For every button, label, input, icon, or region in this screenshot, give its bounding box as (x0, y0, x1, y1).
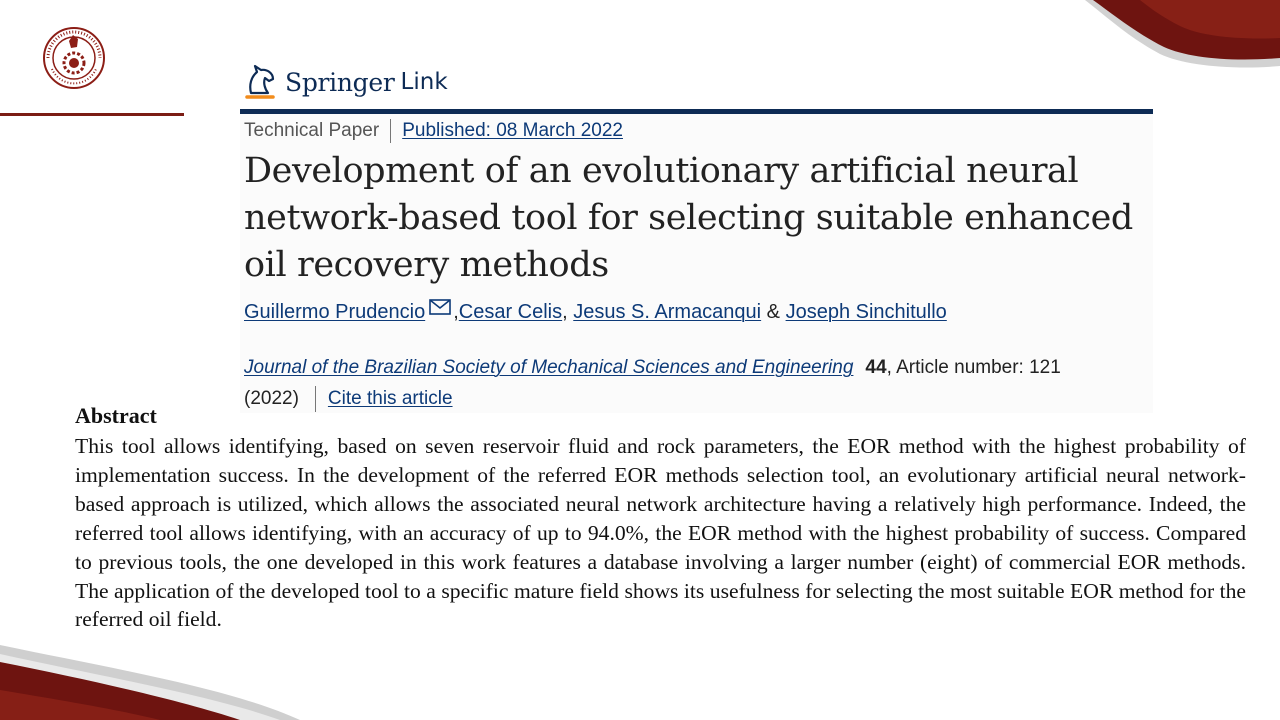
article-meta (244, 118, 623, 144)
springer-link-logo[interactable] (243, 62, 448, 102)
citation-year-line (244, 385, 453, 413)
article-title: Development of an evolutionary artificial neural network-based tool for selecting suitable enhanced oil recovery methods (244, 151, 1133, 285)
publication-year: (2022) (244, 388, 299, 409)
article-number: , Article number: 121 (886, 357, 1061, 378)
author-link[interactable]: Cesar Celis (458, 300, 563, 323)
university-seal-icon (42, 17, 106, 99)
author-link[interactable]: Guillermo Prudencio (244, 300, 426, 323)
cite-this-article-link[interactable]: Cite this article (327, 388, 453, 409)
author-list (244, 298, 947, 326)
meta-divider (390, 119, 391, 143)
article-type: Technical Paper (244, 120, 380, 141)
journal-citation (244, 354, 1061, 382)
abstract-heading: Abstract (75, 403, 157, 428)
abstract-text: This tool allows identifying, based on seven reservoir fluid and rock parameters, the EOR method with the highest probability of implementation success. In the development of the referred EOR methods selection tool, an evolutionary artificial neural network-based approach is utilized, which allows the associated neural network architecture having a relatively high performance. Indeed, the referred tool allows identifying, with an accuracy of up to 94.0%, the EOR method with the highest probability of success. Compared to previous tools, the one developed in this work features a database involving a larger number (eight) of commercial EOR methods. The application of the developed tool to a specific mature field shows its usefulness for selecting the most suitable EOR method for the referred oil field. (75, 434, 1246, 632)
author-link[interactable]: Joseph Sinchitullo (785, 300, 947, 323)
author-separator: , (562, 300, 574, 323)
mail-icon[interactable] (429, 299, 451, 315)
year-divider (315, 386, 316, 412)
brand-suffix: Link (400, 69, 448, 95)
journal-volume: 44 (865, 357, 887, 378)
journal-link[interactable]: Journal of the Brazilian Society of Mechanical Sciences and Engineering (244, 357, 854, 378)
author-link[interactable]: Jesus S. Armacanqui (573, 300, 762, 323)
brand-name: Springer (285, 67, 395, 97)
author-separator: & (761, 300, 786, 323)
springer-horse-icon (243, 63, 277, 101)
header-rule (0, 113, 184, 116)
author-separator: , (453, 300, 459, 323)
published-date-link[interactable]: Published: 08 March 2022 (402, 120, 623, 141)
